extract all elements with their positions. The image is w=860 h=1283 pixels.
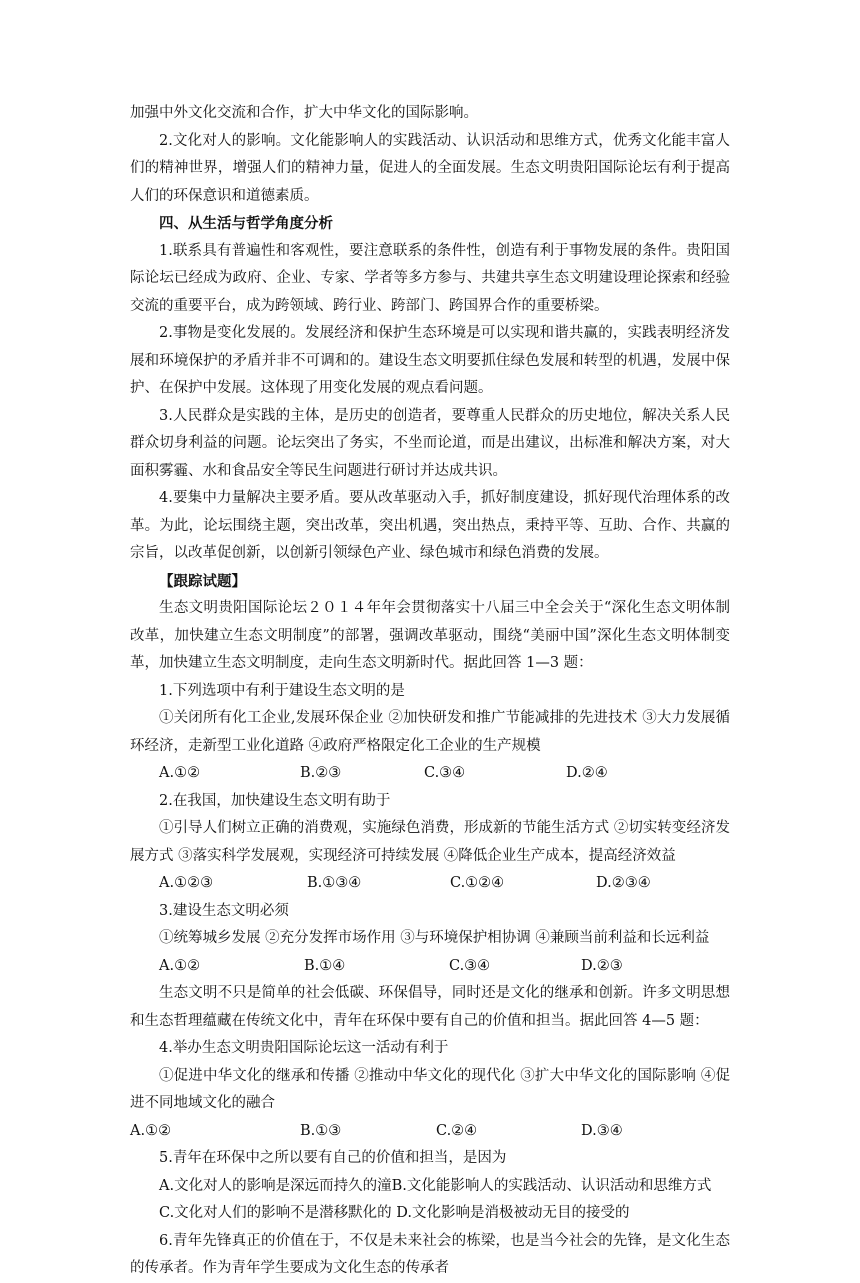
section-heading: 四、从生活与哲学角度分析 (159, 215, 333, 232)
question-stem: 5.青年在环保中之所以要有自己的价值和担当，是因为 (159, 1150, 507, 1166)
option-c: C.①②④ (450, 875, 505, 891)
option-b: B.②③ (300, 765, 342, 781)
paragraph: 3.人民群众是实践的主体，是历史的创造者，要尊重人民群众的历史地位，解决关系人民群众切身利益的问题。论坛突出了务实，不坐而论道，而是出建议，出标准和解决方案，对大面积雾霾、水和食品安全等民生问题进行研讨并达成共识。 (130, 407, 730, 479)
option-a: A.①②③ (159, 875, 214, 891)
option-d: D.②③ (581, 957, 623, 974)
option-a: A.①② (159, 957, 201, 974)
question-stem: 4.举办生态文明贵阳国际论坛这一活动有利于 (159, 1040, 449, 1056)
paragraph: 4.要集中力量解决主要矛盾。要从改革驱动入手，抓好制度建设，抓好现代治理体系的改革。为此，论坛围绕主题，突出改革，突出机遇，突出热点，秉持平等、互助、合作、共赢的宗旨，以改革促创新，以创新引领绿色产业、绿色城市和绿色消费的发展。 (130, 490, 730, 561)
answer-options-ab: A.文化对人的影响是深远而持久的潼B.文化能影响人的实践活动、认识活动和思维方式 (159, 1177, 712, 1194)
answer-options-cd: C.文化对人们的影响不是潜移默化的 D.文化影响是消极被动无目的接受的 (159, 1205, 630, 1221)
paragraph: 1.联系具有普遍性和客观性，要注意联系的条件性，创造有利于事物发展的条件。贵阳国际论坛已经成为政府、企业、专家、学者等多方参与、共建共享生态文明建设理论探索和经验交流的重要平台，成为跨领域、跨行业、跨部门、跨国界合作的重要桥梁。 (130, 242, 730, 314)
question-intro: 生态文明贵阳国际论坛２０１４年年会贯彻落实十八届三中全会关于“深化生态文明体制改革，加快建立生态文明制度”的部署，强调改革驱动，围绕“美丽中国”深化生态文明体制变革，加快建立生态文明制度，走向生态文明新时代。据此回答 1—3 题： (130, 600, 730, 671)
document-body (130, 100, 730, 1283)
question-items: ①引导人们树立正确的消费观，实施绿色消费，形成新的节能生活方式 ②切实转变经济发展方式 ③落实科学发展观，实现经济可持续发展 ④降低企业生产成本，提高经济效益 (130, 820, 730, 864)
option-c: C.③④ (424, 765, 466, 781)
answer-options (130, 760, 730, 788)
option-a: A.①② (159, 765, 201, 781)
option-c: C.③④ (449, 957, 491, 974)
option-b: B.①③④ (307, 875, 362, 891)
question-stem: 3.建设生态文明必须 (159, 902, 289, 919)
section-heading: 【跟踪试题】 (159, 572, 246, 590)
question-items: ①促进中华文化的继承和传播 ②推动中华文化的现代化 ③扩大中华文化的国际影响 ④促进不同地域文化的融合 (130, 1067, 730, 1111)
question-items: ①统筹城乡发展 ②充分发挥市场作用 ③与环境保护相协调 ④兼顾当前利益和长远利益 (159, 930, 710, 946)
answer-options (130, 1118, 730, 1146)
question-stem: 6.青年先锋真正的价值在于，不仅是未来社会的栋梁，也是当今社会的先锋，是文化生态的传承者。作为青年学生要成为文化生态的传承者 (130, 1232, 730, 1276)
option-a: A.①② (130, 1122, 172, 1139)
paragraph: 2.事物是变化发展的。发展经济和保护生态环境是可以实现和谐共赢的，实践表明经济发展和环境保护的矛盾并非不可调和的。建设生态文明要抓住绿色发展和转型的机遇，发展中保护、在保护中发展。这体现了用变化发展的观点看问题。 (130, 325, 730, 396)
question-items: ①关闭所有化工企业,发展环保企业 ②加快研发和推广节能减排的先进技术 ③大力发展循环经济，走新型工业化道路 ④政府严格限定化工企业的生产规模 (130, 710, 730, 754)
option-b: B.①④ (304, 957, 346, 974)
option-d: D.②④ (566, 765, 608, 781)
question-stem: 1.下列选项中有利于建设生态文明的是 (159, 682, 405, 699)
option-c: C.②④ (436, 1122, 478, 1139)
paragraph: 加强中外文化交流和合作，扩大中华文化的国际影响。 (130, 105, 478, 121)
question-stem: 2.在我国，加快建设生态文明有助于 (159, 792, 391, 809)
question-intro: 生态文明不只是简单的社会低碳、环保倡导，同时还是文化的继承和创新。许多文明思想和生态哲理蕴藏在传统文化中，青年在环保中要有自己的价值和担当。据此回答 4—5 题： (130, 985, 730, 1029)
answer-options (130, 953, 730, 981)
paragraph: 2.文化对人的影响。文化能影响人的实践活动、认识活动和思维方式，优秀文化能丰富人们的精神世界，增强人们的精神力量，促进人的全面发展。生态文明贵阳国际论坛有利于提高人们的环保意识和道德素质。 (130, 132, 730, 204)
option-d: D.②③④ (596, 875, 651, 891)
option-d: D.③④ (581, 1122, 623, 1139)
answer-options (130, 870, 730, 898)
option-b: B.①③ (300, 1122, 342, 1139)
